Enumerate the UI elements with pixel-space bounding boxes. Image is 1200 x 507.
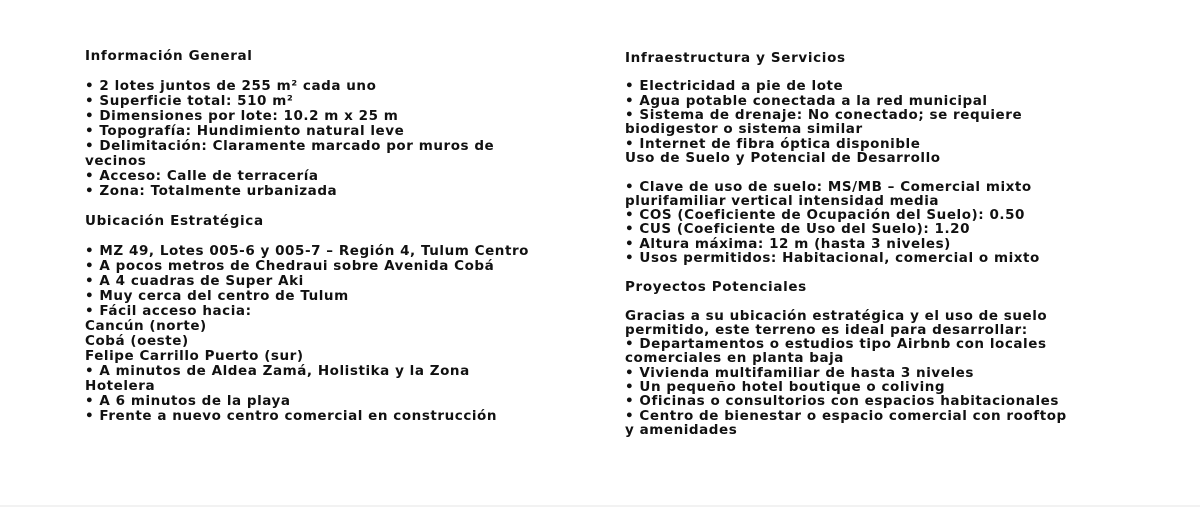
- land-use-line: plurifamiliar vertical intensidad media: [625, 193, 940, 209]
- location-line: • A pocos metros de Chedraui sobre Avenida Cobá: [85, 258, 495, 274]
- projects-line: comerciales en planta baja: [625, 350, 844, 366]
- location-line: • Frente a nuevo centro comercial en construcción: [85, 408, 498, 424]
- projects-line: • Centro de bienestar o espacio comercial con rooftop: [625, 408, 1067, 424]
- location-line: Cobá (oeste): [85, 333, 189, 349]
- location-line: • A 4 cuadras de Super Aki: [85, 273, 304, 289]
- projects-line: • Un pequeño hotel boutique o coliving: [625, 379, 946, 395]
- general-line: • Topografía: Hundimiento natural leve: [85, 123, 405, 139]
- location-line: • A 6 minutos de la playa: [85, 393, 291, 409]
- section-heading-infrastructure: Infraestructura y Servicios: [625, 50, 846, 66]
- section-heading-location: Ubicación Estratégica: [85, 213, 264, 229]
- land-use-line: • Altura máxima: 12 m (hasta 3 niveles): [625, 236, 951, 252]
- section-heading-general: Información General: [85, 48, 253, 64]
- location-line: • MZ 49, Lotes 005-6 y 005-7 – Región 4, Tulum Centro: [85, 243, 529, 259]
- projects-line: • Departamentos o estudios tipo Airbnb con locales: [625, 336, 1047, 352]
- projects-line: y amenidades: [625, 422, 738, 438]
- location-line: Felipe Carrillo Puerto (sur): [85, 348, 304, 364]
- general-line: • 2 lotes juntos de 255 m² cada uno: [85, 78, 377, 94]
- projects-line: permitido, este terreno es ideal para desarrollar:: [625, 322, 1028, 338]
- general-line: • Zona: Totalmente urbanizada: [85, 183, 338, 199]
- infrastructure-line: • Sistema de drenaje: No conectado; se requiere: [625, 107, 1023, 123]
- general-line: • Acceso: Calle de terracería: [85, 168, 319, 184]
- general-line: • Delimitación: Claramente marcado por muros de: [85, 138, 495, 154]
- general-line: • Dimensiones por lote: 10.2 m x 25 m: [85, 108, 399, 124]
- land-use-line: • CUS (Coeficiente de Uso del Suelo): 1.20: [625, 221, 971, 237]
- infrastructure-line: • Electricidad a pie de lote: [625, 78, 844, 94]
- infrastructure-line: biodigestor o sistema similar: [625, 121, 863, 137]
- location-line: Cancún (norte): [85, 318, 207, 334]
- infrastructure-line: • Agua potable conectada a la red municipal: [625, 93, 988, 109]
- projects-line: • Vivienda multifamiliar de hasta 3 niveles: [625, 365, 974, 381]
- projects-line: • Oficinas o consultorios con espacios habitacionales: [625, 393, 1059, 409]
- land-use-line: • COS (Coeficiente de Ocupación del Suelo): 0.50: [625, 207, 1025, 223]
- location-line: • Fácil acceso hacia:: [85, 303, 252, 319]
- land-use-line: • Usos permitidos: Habitacional, comercial o mixto: [625, 250, 1040, 266]
- general-line: • Superficie total: 510 m²: [85, 93, 294, 109]
- section-heading-projects: Proyectos Potenciales: [625, 279, 807, 295]
- infrastructure-line: • Internet de fibra óptica disponible: [625, 136, 921, 152]
- projects-line: Gracias a su ubicación estratégica y el uso de suelo: [625, 308, 1048, 324]
- general-line: vecinos: [85, 153, 147, 169]
- location-line: • Muy cerca del centro de Tulum: [85, 288, 349, 304]
- section-heading-land-use: Uso de Suelo y Potencial de Desarrollo: [625, 150, 941, 166]
- location-line: Hotelera: [85, 378, 156, 394]
- location-line: • A minutos de Aldea Zamá, Holistika y la Zona: [85, 363, 470, 379]
- land-use-line: • Clave de uso de suelo: MS/MB – Comercial mixto: [625, 179, 1032, 195]
